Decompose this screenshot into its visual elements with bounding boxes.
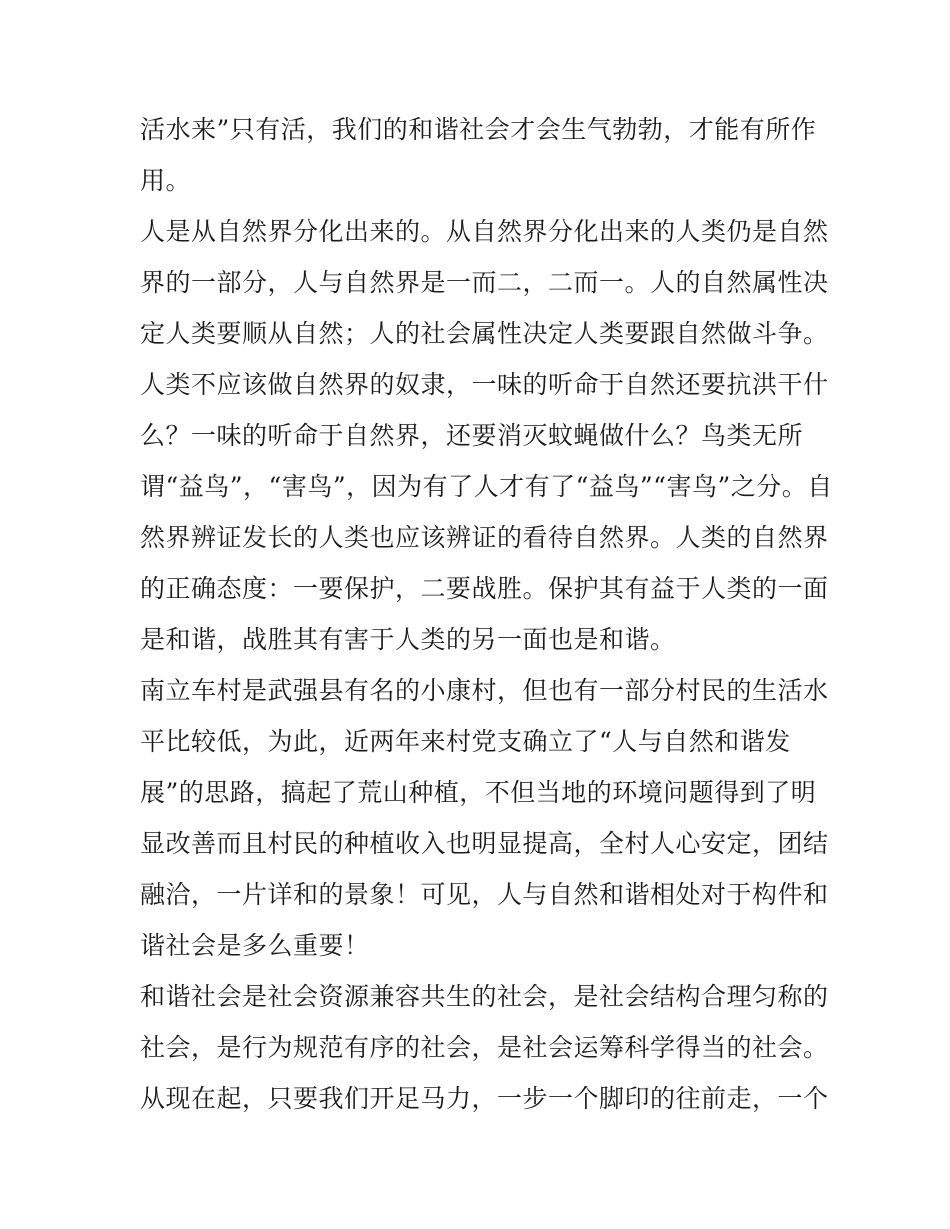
text-line: 人是从自然界分化出来的。从自然界分化出来的人类仍是自然	[140, 217, 829, 246]
text-line: 显改善而且村民的种植收入也明显提高，全村人心安定，团结	[140, 829, 829, 858]
text-line: 谐社会是多么重要！	[140, 931, 370, 960]
text-line: 定人类要顺从自然；人的社会属性决定人类要跟自然做斗争。	[140, 319, 829, 348]
text-line: 南立车村是武强县有名的小康村，但也有一部分村民的生活水	[140, 676, 829, 705]
text-line: 谓“益鸟”，“害鸟”，因为有了人才有了“益鸟”“害鸟”之分。自	[140, 472, 833, 501]
text-line: 展”的思路，搞起了荒山种植，不但当地的环境问题得到了明	[140, 778, 817, 807]
text-line: 从现在起，只要我们开足马力，一步一个脚印的往前走，一个	[140, 1084, 829, 1113]
text-line: 用。	[140, 166, 192, 195]
text-line: 平比较低，为此，近两年来村党支确立了“人与自然和谐发	[140, 727, 791, 756]
text-line: 社会，是行为规范有序的社会，是社会运筹科学得当的社会。	[140, 1033, 829, 1062]
text-line: 界的一部分，人与自然界是一而二，二而一。人的自然属性决	[140, 268, 829, 297]
text-line: 的正确态度：一要保护，二要战胜。保护其有益于人类的一面	[140, 574, 829, 603]
text-line: 活水来”只有活，我们的和谐社会才会生气勃勃，才能有所作	[140, 115, 817, 144]
text-line: 和谐社会是社会资源兼容共生的社会，是社会结构合理匀称的	[140, 982, 829, 1011]
text-line: 是和谐，战胜其有害于人类的另一面也是和谐。	[140, 625, 676, 654]
text-line: 然界辨证发长的人类也应该辨证的看待自然界。人类的自然界	[140, 523, 829, 552]
body-text	[140, 104, 833, 1124]
text-line: 么？一味的听命于自然界，还要消灭蚊蝇做什么？鸟类无所	[140, 421, 804, 450]
text-line: 人类不应该做自然界的奴隶，一味的听命于自然还要抗洪干什	[140, 370, 829, 399]
text-line: 融洽，一片详和的景象！可见，人与自然和谐相处对于构件和	[140, 880, 829, 909]
